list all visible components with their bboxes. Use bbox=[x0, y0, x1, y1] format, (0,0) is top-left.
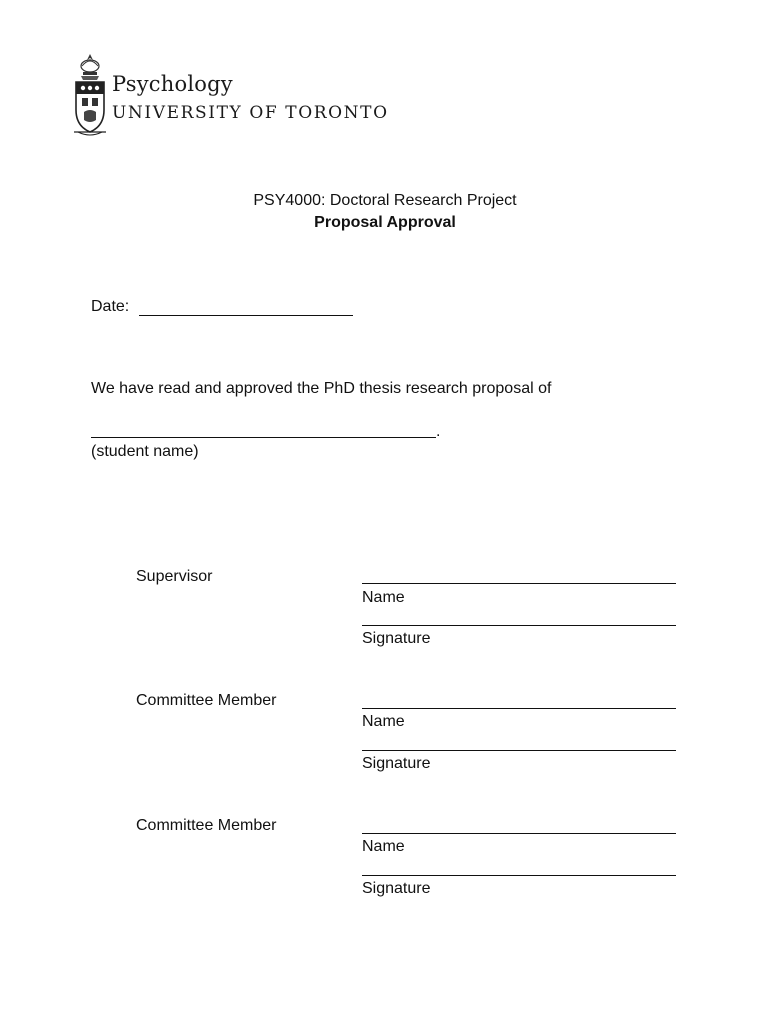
university-logo bbox=[72, 52, 422, 138]
student-name-period: . bbox=[436, 423, 441, 440]
committee-member-2-name-field[interactable] bbox=[362, 833, 676, 834]
supervisor-label: Supervisor bbox=[136, 568, 213, 585]
date-field[interactable] bbox=[139, 315, 353, 316]
committee-member-1-label: Committee Member bbox=[136, 692, 277, 709]
approval-statement: We have read and approved the PhD thesis research proposal of bbox=[91, 380, 552, 397]
coat-of-arms-icon bbox=[72, 52, 108, 138]
course-title: PSY4000: Doctoral Research Project bbox=[253, 192, 517, 209]
committee-member-1-name-field[interactable] bbox=[362, 708, 676, 709]
student-name-field[interactable] bbox=[91, 437, 436, 438]
student-name-caption: (student name) bbox=[91, 443, 199, 460]
committee-member-1-name-label: Name bbox=[362, 713, 405, 730]
university-name: UNIVERSITY OF TORONTO bbox=[112, 103, 389, 123]
committee-member-1-signature-field[interactable] bbox=[362, 750, 676, 751]
committee-member-2-signature-label: Signature bbox=[362, 880, 431, 897]
committee-member-1-signature-label: Signature bbox=[362, 755, 431, 772]
supervisor-signature-field[interactable] bbox=[362, 625, 676, 626]
committee-member-2-signature-field[interactable] bbox=[362, 875, 676, 876]
department-name: Psychology bbox=[112, 72, 233, 96]
form-title: Proposal Approval bbox=[314, 214, 456, 231]
supervisor-name-field[interactable] bbox=[362, 583, 676, 584]
committee-member-2-name-label: Name bbox=[362, 838, 405, 855]
date-label: Date: bbox=[91, 298, 130, 315]
committee-member-2-label: Committee Member bbox=[136, 817, 277, 834]
supervisor-name-label: Name bbox=[362, 589, 405, 606]
supervisor-signature-label: Signature bbox=[362, 630, 431, 647]
